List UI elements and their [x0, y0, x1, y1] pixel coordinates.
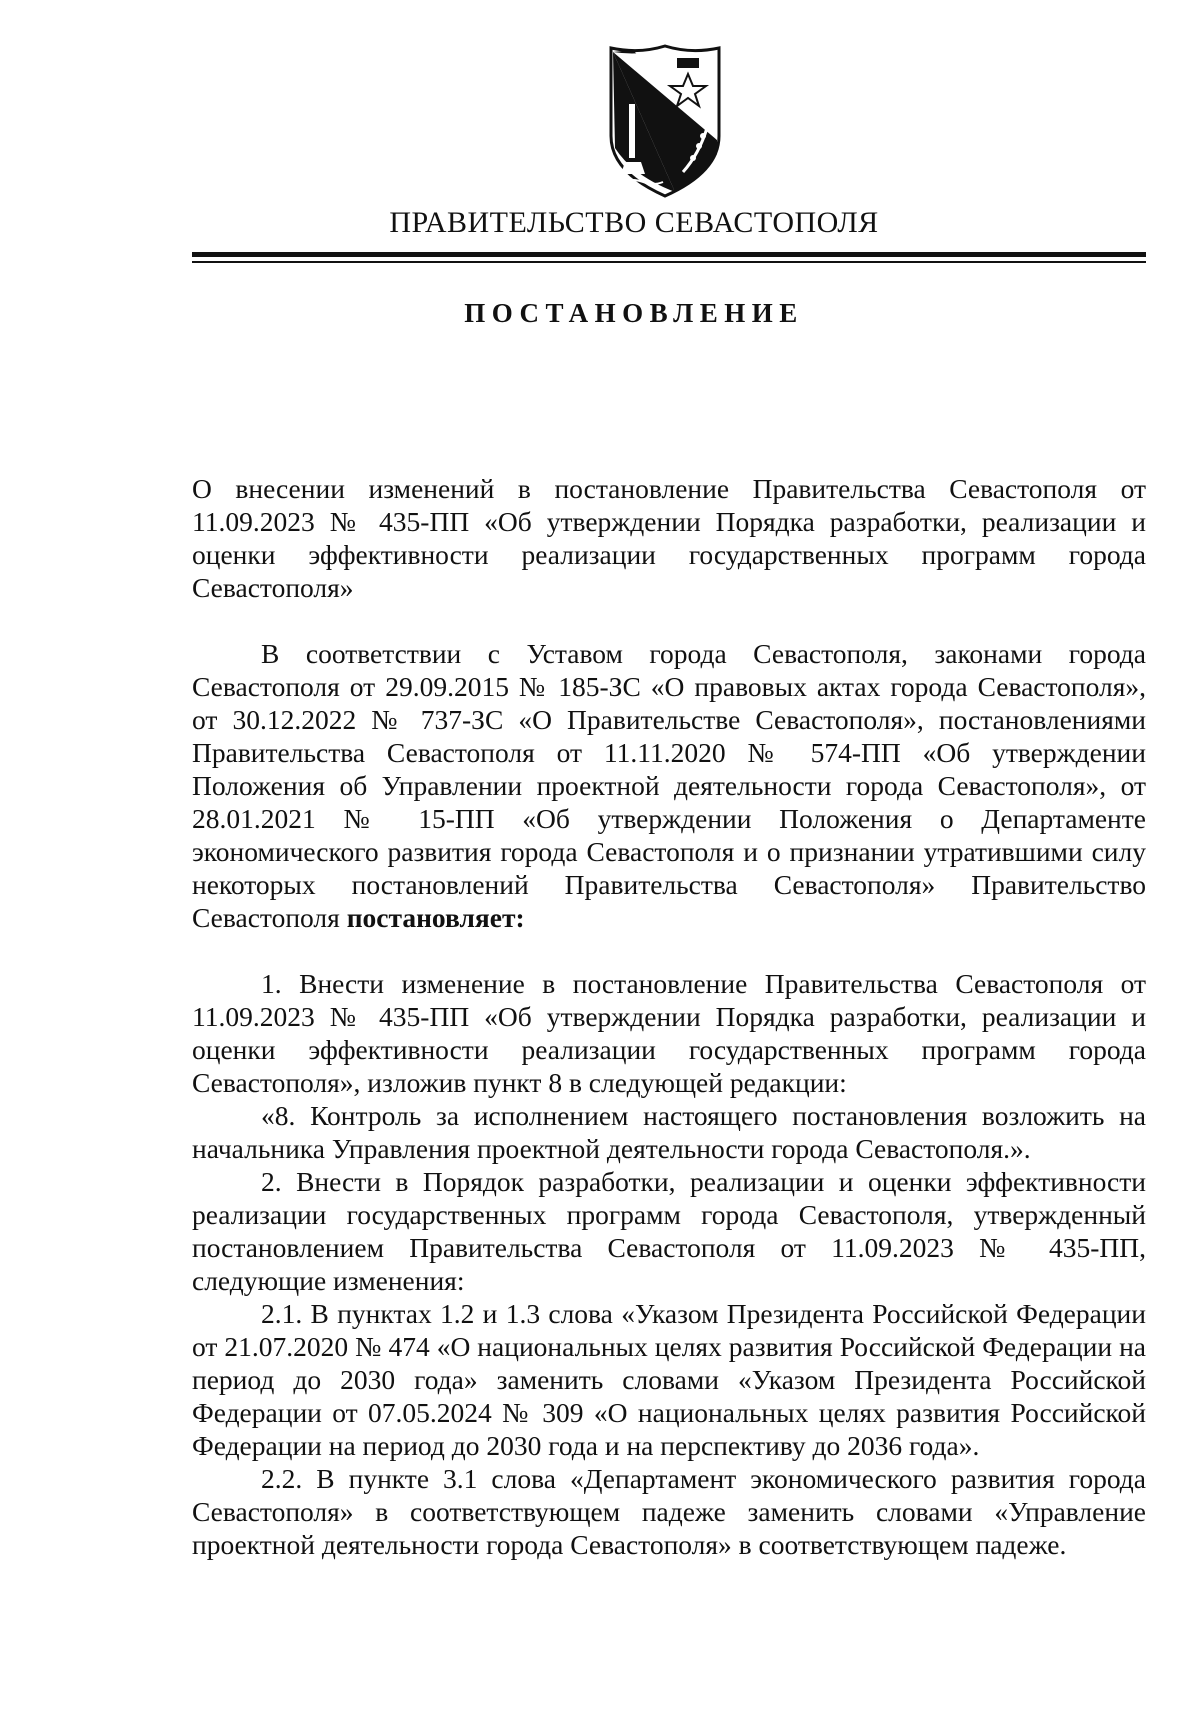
subject-text: О внесении изменений в постановление Правительства Севастополя от 11.09.2023 № 435-ПП «Об утверждении Порядка разработки, реализации и оценки эффективности реализации государственных программ города Севастополя» [192, 473, 1146, 603]
preamble [192, 637, 1146, 934]
document-body [192, 967, 1146, 1561]
resolves-keyword: постановляет: [346, 902, 525, 933]
item-2-1: 2.1. В пунктах 1.2 и 1.3 слова «Указом Президента Российской Федерации от 21.07.2020 № 474 «О национальных целях развития Российской Федерации на период до 2030 года» заменить словами «Указом Президента Российской Федерации от 07.05.2024 № 309 «О национальных целях развития Российской Федерации на период до 2030 года и на перспективу до 2036 года». [192, 1298, 1146, 1461]
organization-title: ПРАВИТЕЛЬСТВО СЕВАСТОПОЛЯ [389, 206, 879, 239]
item-2: 2. Внести в Порядок разработки, реализации и оценки эффективности реализации государственных программ города Севастополя, утвержденный постановлением Правительства Севастополя от 11.09.2023 № 435-ПП, следующие изменения: [192, 1166, 1146, 1296]
item-1: 1. Внести изменение в постановление Правительства Севастополя от 11.09.2023 № 435-ПП «Об утверждении Порядка разработки, реализации и оценки эффективности реализации государственных программ города Севастополя», изложив пункт 8 в следующей редакции: [192, 968, 1146, 1098]
document-subject [192, 472, 1146, 604]
header-divider [192, 252, 1146, 263]
item-2-2: 2.2. В пункте 3.1 слова «Департамент экономического развития города Севастополя» в соответствующем падеже заменить словами «Управление проектной деятельности города Севастополя» в соответствующем падеже. [192, 1463, 1146, 1560]
document-type-heading: ПОСТАНОВЛЕНИЕ [464, 298, 804, 328]
item-1-quote: «8. Контроль за исполнением настоящего постановления возложить на начальника Управления проектной деятельности города Севастополя.». [192, 1100, 1146, 1164]
preamble-text: В соответствии с Уставом города Севастополя, законами города Севастополя от 29.09.2015 № 185-ЗС «О правовых актах города Севастополя», от 30.12.2022 № 737-ЗС «О Правительстве Севастополя», постановлениями Правительства Севастополя от 11.11.2020 № 574-ПП «Об утверждении Положения об Управлении проектной деятельности города Севастополя», от 28.01.2021 № 15-ПП «Об утверждении Положения о Департаменте экономического развития города Севастополя и о признании утратившими силу некоторых постановлений Правительства Севастополя» Правительство Севастополя [192, 638, 1146, 933]
preamble-paragraph [192, 637, 1146, 934]
sevastopol-coat-of-arms-icon [603, 44, 727, 200]
